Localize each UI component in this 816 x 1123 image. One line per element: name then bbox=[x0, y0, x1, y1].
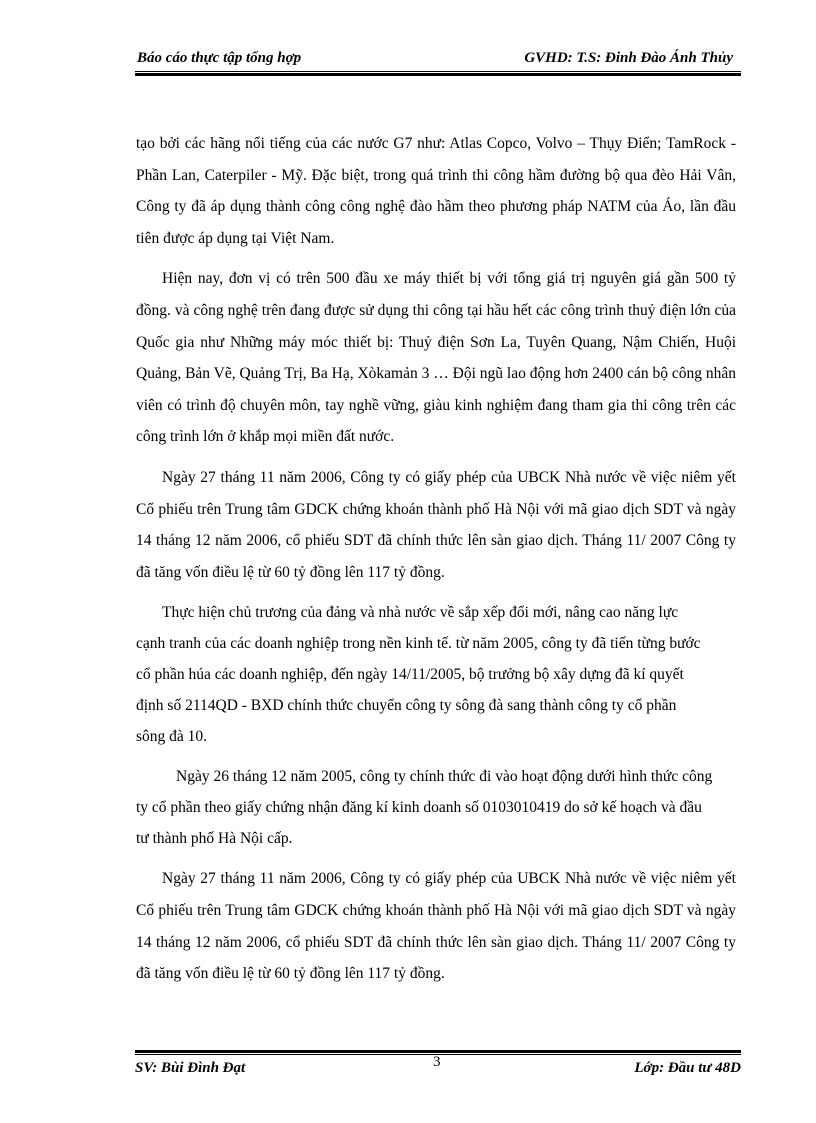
paragraph-6: Ngày 27 tháng 11 năm 2006, Công ty có giấy phép của UBCK Nhà nước về việc niêm yết Cổ phiếu trên Trung tâm GDCK chứng khoán thành phố Hà Nội với mã giao dịch SDT và ngày 14 tháng 12 năm 2006, cổ phiếu SDT đã chính thức lên sàn giao dịch. Tháng 11/ 2007 Công ty đã tăng vốn điều lệ từ 60 tỷ đồng lên 117 tỷ đồng. bbox=[136, 870, 736, 983]
class-name: Lớp: Đầu tư 48D bbox=[634, 1060, 741, 1076]
document-body bbox=[136, 128, 736, 999]
advisor-name: GVHD: T.S: Đinh Đào Ánh Thủy bbox=[524, 50, 733, 66]
header-rule-thin bbox=[135, 71, 741, 72]
paragraph-1: tạo bởi các hãng nổi tiếng của các nước G7 như: Atlas Copco, Volvo – Thụy Điển; TamRock - Phần Lan, Caterpiler - Mỹ. Đặc biệt, trong quá trình thi công hầm đường bộ qua đèo Hải Vân, Công ty đã áp dụng thành công công nghệ đào hầm theo phương pháp NATM của Áo, lần đầu tiên được áp dụng tại Việt Nam. bbox=[136, 135, 736, 247]
header-rule-thick bbox=[135, 73, 741, 76]
paragraph-4: Thực hiện chủ trương của đảng và nhà nước về sắp xếp đổi mới, nâng cao năng lực cạnh tranh của các doanh nghiệp trong nền kinh tế. từ năm 2005, công ty đã tiến từng bước cổ phần húa các doanh nghiệp, đến ngày 14/11/2005, bộ trưởng bộ xây dựng đã kí quyết định số 2114QD - BXD chính thức chuyển công ty sông đà sang thành công ty cổ phần sông đà 10. bbox=[136, 604, 701, 746]
page-footer bbox=[135, 1050, 741, 1080]
paragraph-2: Hiện nay, đơn vị có trên 500 đầu xe máy thiết bị với tổng giá trị nguyên giá gần 500 tỷ đồng. và công nghệ trên đang được sử dụng thi công tại hầu hết các công trình thuỷ điện lớn của Quốc gia như Những máy móc thiết bị: Thuỷ điện Sơn La, Tuyên Quang, Nậm Chiến, Huội Quảng, Bản Vẽ, Quảng Trị, Ba Hạ, Xòkamản 3 … Đội ngũ lao động hơn 2400 cán bộ công nhân viên có trình độ chuyên môn, tay nghề vững, giàu kinh nghiệm đang tham gia thi công trên các công trình lớn ở khắp mọi miền đất nước. bbox=[136, 270, 736, 446]
report-title: Báo cáo thực tập tổng hợp bbox=[137, 50, 302, 66]
paragraph-5: Ngày 26 tháng 12 năm 2005, công ty chính thức đi vào hoạt động dưới hình thức công ty cổ phần theo giấy chứng nhận đăng kí kinh doanh số 0103010419 do sở kế hoạch và đầu tư thành phố Hà Nội cấp. bbox=[136, 768, 713, 848]
paragraph-3: Ngày 27 tháng 11 năm 2006, Công ty có giấy phép của UBCK Nhà nước về việc niêm yết Cổ phiếu trên Trung tâm GDCK chứng khoán thành phố Hà Nội với mã giao dịch SDT và ngày 14 tháng 12 năm 2006, cổ phiếu SDT đã chính thức lên sàn giao dịch. Tháng 11/ 2007 Công ty đã tăng vốn điều lệ từ 60 tỷ đồng lên 117 tỷ đồng. bbox=[136, 468, 736, 581]
student-name: SV: Bùi Đình Đạt bbox=[135, 1060, 246, 1076]
footer-rule-thick bbox=[135, 1050, 741, 1053]
page-header bbox=[135, 46, 741, 70]
page-number: 3 bbox=[433, 1054, 441, 1070]
